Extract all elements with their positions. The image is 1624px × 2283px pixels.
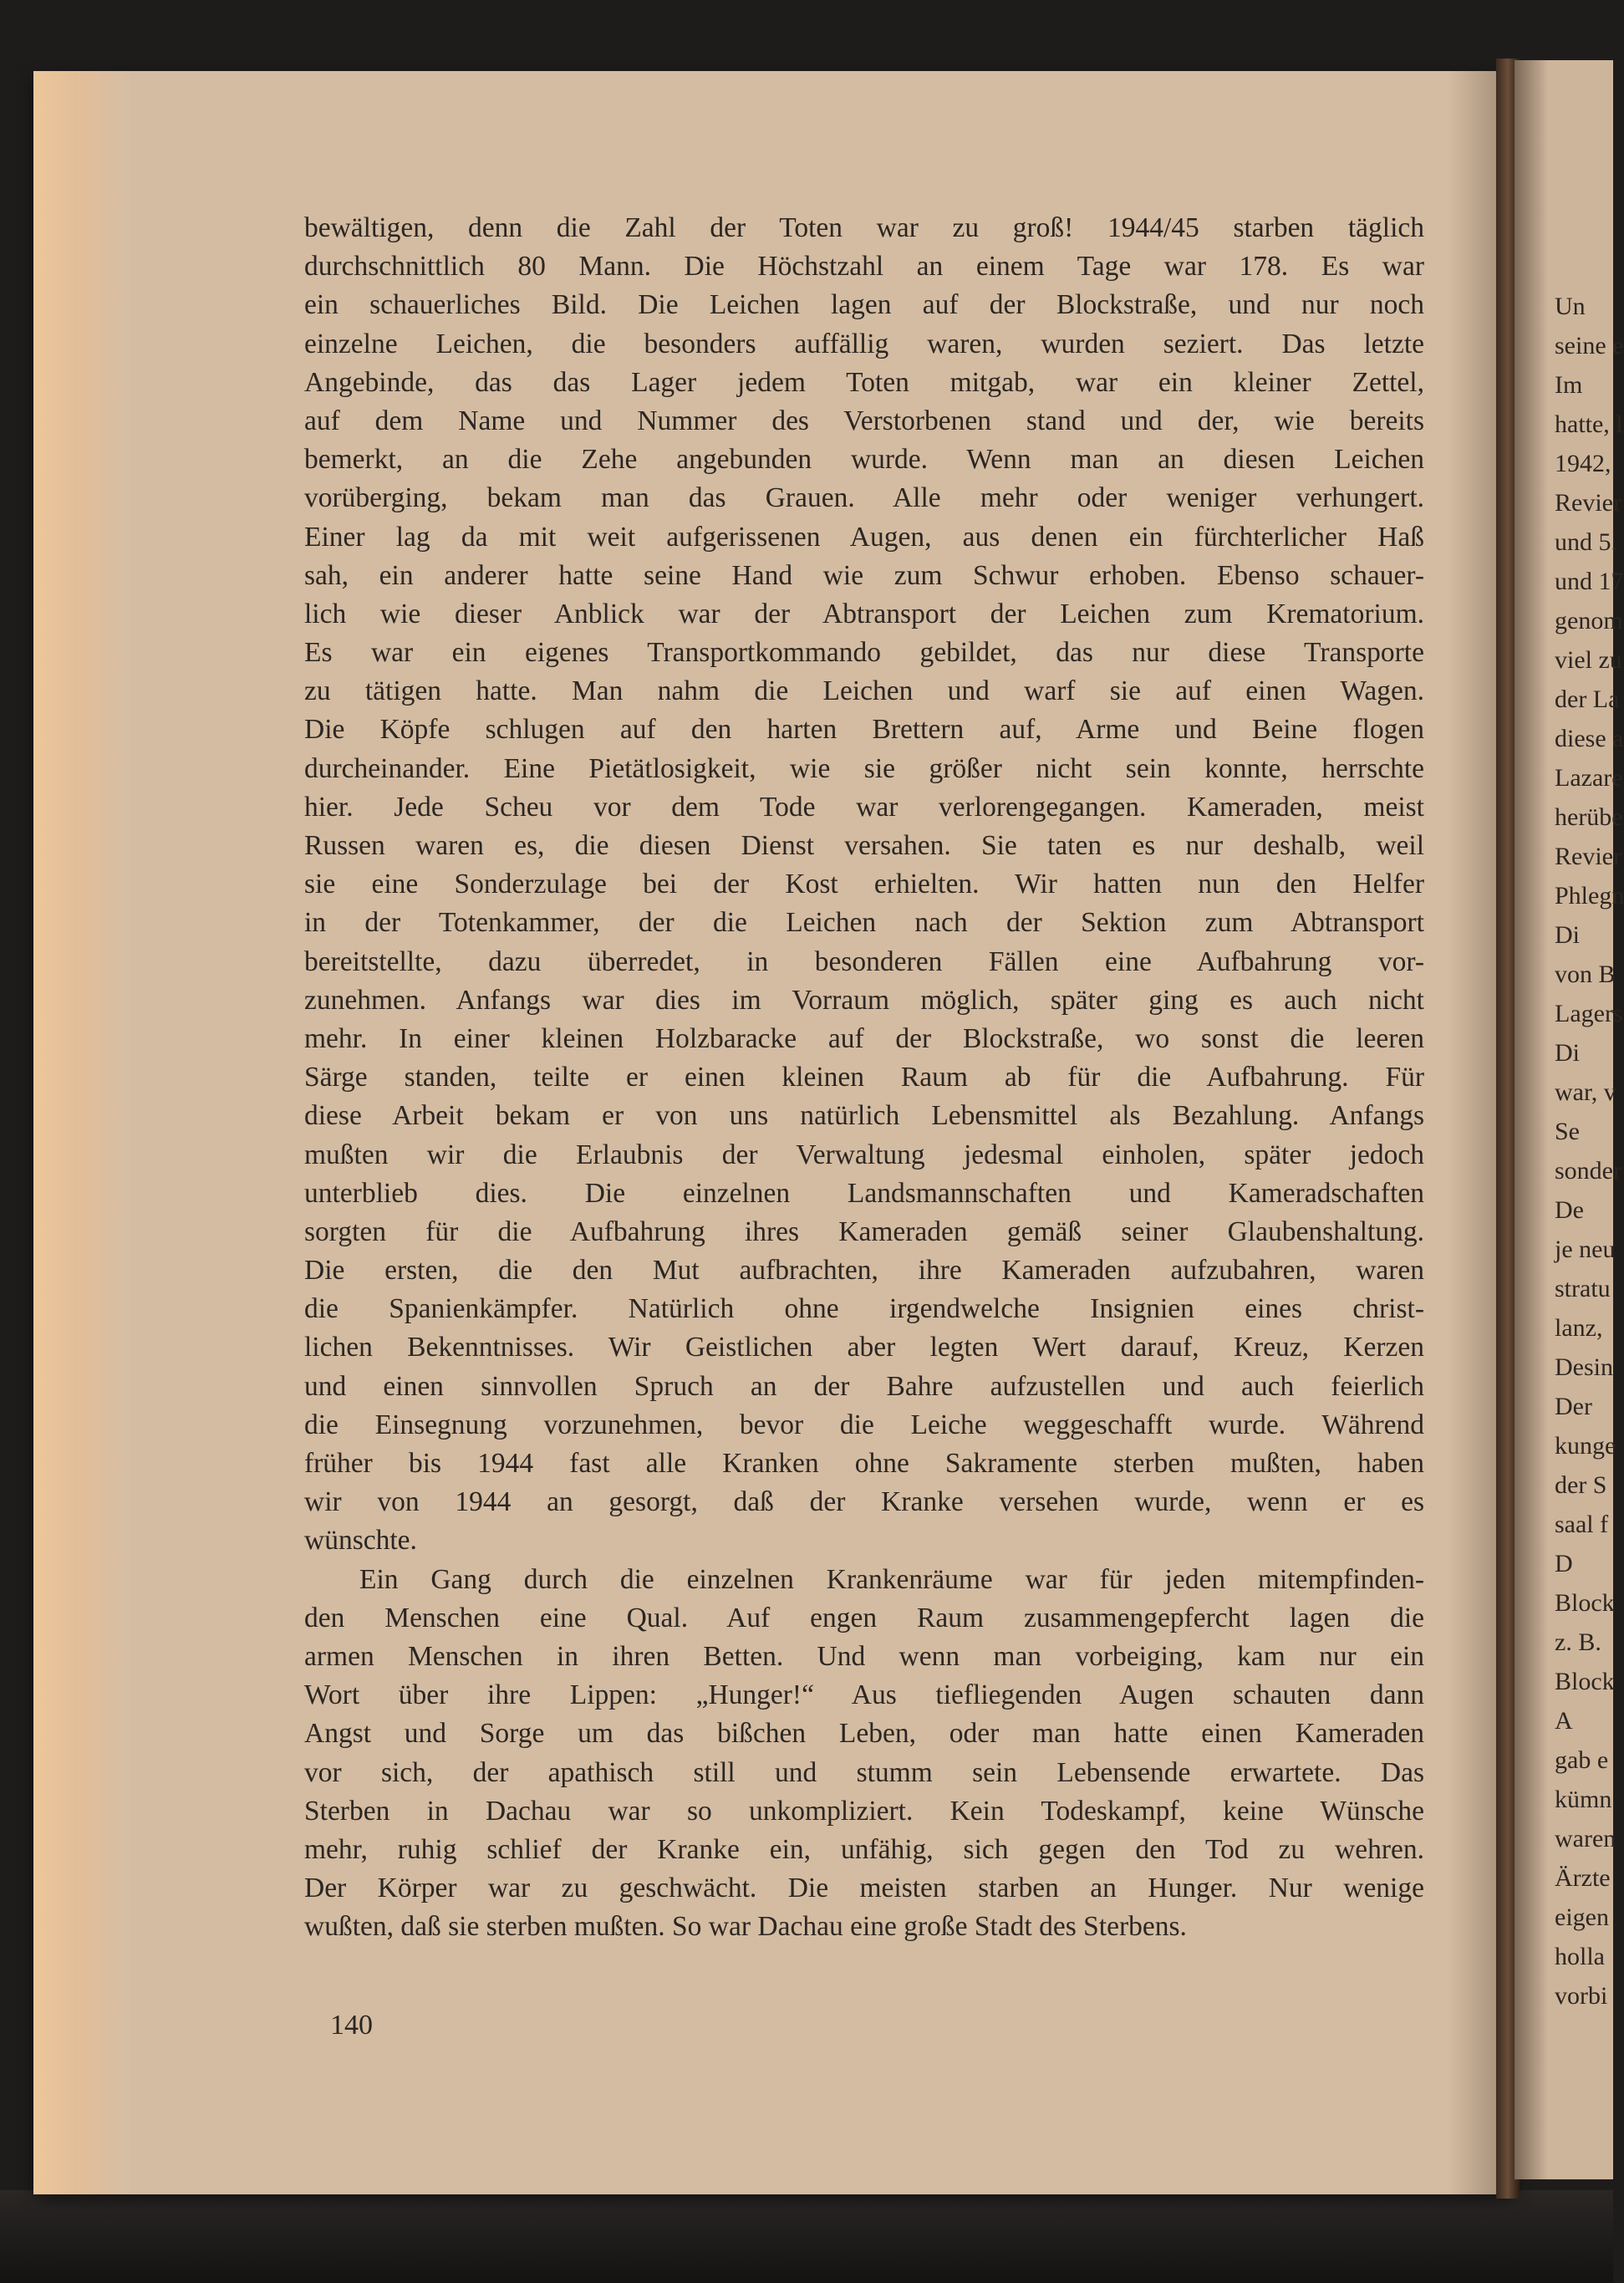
facing-page-line: hatte, l: [1555, 410, 1623, 438]
text-line: sorgten für die Aufbahrung ihres Kameraden gemäß seiner Glaubenshaltung.: [304, 1215, 1424, 1247]
text-line: lich wie dieser Anblick war der Abtransport der Leichen zum Krematorium.: [304, 598, 1424, 629]
facing-page-line: kümn: [1555, 1786, 1612, 1813]
text-line: Ein Gang durch die einzelnen Krankenräume war für jeden mitempfinden-: [359, 1563, 1424, 1595]
facing-page-line: Lazare: [1555, 764, 1623, 792]
background-shadow: [0, 2190, 1613, 2283]
text-line: früher bis 1944 fast alle Kranken ohne Sakramente sterben mußten, haben: [304, 1448, 1424, 1479]
facing-page-line: Block: [1555, 1668, 1615, 1695]
text-line: Die ersten, die den Mut aufbrachten, ihre Kameraden aufzubahren, waren: [304, 1255, 1424, 1287]
page-number: 140: [330, 2010, 373, 2041]
facing-page-line: Revier: [1555, 489, 1621, 517]
facing-page-line: waren: [1555, 1825, 1616, 1852]
facing-page-line: von B: [1555, 961, 1616, 988]
facing-page-line: vorbi: [1555, 1982, 1608, 2010]
facing-page-line: viel zu: [1555, 646, 1622, 674]
page-edge: [33, 71, 130, 2194]
text-line: diese Arbeit bekam er von uns natürlich Lebensmittel als Bezahlung. Anfangs: [304, 1100, 1424, 1132]
facing-page-line: z. B.: [1555, 1628, 1601, 1656]
text-line: vorüberging, bekam man das Grauen. Alle mehr oder weniger verhungert.: [304, 482, 1424, 514]
text-line: armen Menschen in ihren Betten. Und wenn man vorbeiging, kam nur ein: [304, 1640, 1424, 1672]
facing-page-line: und 5.: [1555, 528, 1617, 556]
facing-page-line: Block: [1555, 1589, 1615, 1617]
facing-page-line: Un: [1555, 293, 1586, 320]
text-line: vor sich, der apathisch still und stumm sein Lebensende erwartete. Das: [304, 1756, 1424, 1788]
facing-page-line: der La: [1555, 685, 1620, 713]
text-line: mehr. In einer kleinen Holzbaracke auf der Blockstraße, wo sonst die leeren: [304, 1022, 1424, 1054]
facing-page-fragment: [1515, 60, 1624, 2179]
facing-page-line: eigen: [1555, 1903, 1609, 1931]
facing-page-line: Revier: [1555, 843, 1621, 870]
text-line: unterblieb dies. Die einzelnen Landsmannschaften und Kameradschaften: [304, 1177, 1424, 1209]
text-line: wünschte.: [304, 1525, 417, 1557]
text-line: durcheinander. Eine Pietätlosigkeit, wie sie größer nicht sein konnte, herrschte: [304, 752, 1424, 784]
text-line: hier. Jede Scheu vor dem Tode war verlorengegangen. Kameraden, meist: [304, 791, 1424, 823]
text-line: Sterben in Dachau war so unkompliziert. Kein Todeskampf, keine Wünsche: [304, 1795, 1424, 1827]
text-line: zu tätigen hatte. Man nahm die Leichen und warf sie auf einen Wagen.: [304, 675, 1424, 707]
facing-page-line: Desin: [1555, 1353, 1613, 1381]
text-line: durchschnittlich 80 Mann. Die Höchstzahl an einem Tage war 178. Es war: [304, 251, 1424, 283]
text-line: ein schauerliches Bild. Die Leichen lagen auf der Blockstraße, und nur noch: [304, 289, 1424, 321]
facing-page-line: D: [1555, 1550, 1573, 1577]
facing-page-line: je neu: [1555, 1236, 1616, 1263]
facing-page-line: genom: [1555, 607, 1623, 634]
text-line: Angebinde, das das Lager jedem Toten mitgab, war ein kleiner Zettel,: [304, 366, 1424, 398]
facing-page-line: kunge: [1555, 1432, 1616, 1460]
text-line: Wort über ihre Lippen: „Hunger!“ Aus tiefliegenden Augen schauten dann: [304, 1679, 1424, 1711]
facing-page-line: 1942,: [1555, 450, 1611, 477]
facing-page-line: Ärzte: [1555, 1864, 1611, 1892]
text-line: den Menschen eine Qual. Auf engen Raum zusammengepfercht lagen die: [304, 1602, 1424, 1633]
text-line: einzelne Leichen, die besonders auffällig waren, wurden seziert. Das letzte: [304, 328, 1424, 359]
facing-page-line: holla: [1555, 1943, 1605, 1970]
facing-page-line: Se: [1555, 1118, 1580, 1145]
facing-page-line: herübe: [1555, 803, 1623, 831]
text-line: und einen sinnvollen Spruch an der Bahre aufzustellen und auch feierlich: [304, 1370, 1424, 1402]
facing-page-line: gab e: [1555, 1746, 1609, 1774]
facing-page-line: Di: [1555, 921, 1580, 949]
facing-page-line: stratu: [1555, 1275, 1611, 1302]
text-line: die Einsegnung vorzunehmen, bevor die Leiche weggeschafft wurde. Während: [304, 1409, 1424, 1440]
text-line: Es war ein eigenes Transportkommando gebildet, das nur diese Transporte: [304, 637, 1424, 669]
facing-page-shadow: [1515, 60, 1548, 2179]
text-line: sie eine Sonderzulage bei der Kost erhielten. Wir hatten nun den Helfer: [304, 869, 1424, 900]
text-line: mußten wir die Erlaubnis der Verwaltung jedesmal einholen, später jedoch: [304, 1139, 1424, 1170]
text-line: zunehmen. Anfangs war dies im Vorraum möglich, später ging es auch nicht: [304, 984, 1424, 1016]
text-line: bewältigen, denn die Zahl der Toten war zu groß! 1944/45 starben täglich: [304, 212, 1424, 243]
text-line: Die Köpfe schlugen auf den harten Brettern auf, Arme und Beine flogen: [304, 714, 1424, 746]
text-line: bemerkt, an die Zehe angebunden wurde. Wenn man an diesen Leichen: [304, 444, 1424, 476]
facing-page-line: lanz,: [1555, 1314, 1603, 1342]
facing-page-line: De: [1555, 1196, 1584, 1224]
facing-page-line: Der: [1555, 1393, 1592, 1420]
facing-page-line: Phlegn: [1555, 882, 1624, 910]
body-text: [304, 209, 1424, 1946]
text-line: lichen Bekenntnisses. Wir Geistlichen aber legten Wert darauf, Kreuz, Kerzen: [304, 1332, 1424, 1363]
text-line: wir von 1944 an gesorgt, daß der Kranke versehen wurde, wenn er es: [304, 1486, 1424, 1518]
text-line: die Spanienkämpfer. Natürlich ohne irgendwelche Insignien eines christ-: [304, 1293, 1424, 1325]
text-line: Der Körper war zu geschwächt. Die meisten starben an Hunger. Nur wenige: [304, 1873, 1424, 1904]
text-line: Russen waren es, die diesen Dienst versahen. Sie taten es nur deshalb, weil: [304, 830, 1424, 861]
text-line: bereitstellte, dazu überredet, in besonderen Fällen eine Aufbahrung vor-: [304, 945, 1424, 977]
text-line: mehr, ruhig schlief der Kranke ein, unfähig, sich gegen den Tod zu wehren.: [304, 1833, 1424, 1865]
text-line: Angst und Sorge um das bißchen Leben, oder man hatte einen Kameraden: [304, 1718, 1424, 1750]
facing-page-line: seine e: [1555, 332, 1624, 359]
text-line: wußten, daß sie sterben mußten. So war Dachau eine große Stadt des Sterbens.: [304, 1911, 1187, 1943]
facing-page-line: sonder: [1555, 1157, 1621, 1185]
facing-page-line: A: [1555, 1707, 1573, 1735]
facing-page-line: diese a: [1555, 725, 1624, 752]
facing-page-line: und 17: [1555, 568, 1624, 595]
text-line: Särge standen, teilte er einen kleinen Raum ab für die Aufbahrung. Für: [304, 1062, 1424, 1093]
facing-page-line: saal f: [1555, 1511, 1609, 1538]
facing-page-line: Lagers: [1555, 1000, 1623, 1027]
text-line: sah, ein anderer hatte seine Hand wie zum Schwur erhoben. Ebenso schauer-: [304, 559, 1424, 591]
text-line: Einer lag da mit weit aufgerissenen Augen, aus denen ein fürchterlicher Haß: [304, 521, 1424, 553]
facing-page-line: war, v: [1555, 1078, 1616, 1106]
text-line: in der Totenkammer, der die Leichen nach der Sektion zum Abtransport: [304, 907, 1424, 939]
facing-page-line: Im: [1555, 371, 1583, 399]
facing-page-line: der S: [1555, 1471, 1607, 1499]
facing-page-line: Di: [1555, 1039, 1580, 1067]
text-line: auf dem Name und Nummer des Verstorbenen stand und der, wie bereits: [304, 405, 1424, 436]
